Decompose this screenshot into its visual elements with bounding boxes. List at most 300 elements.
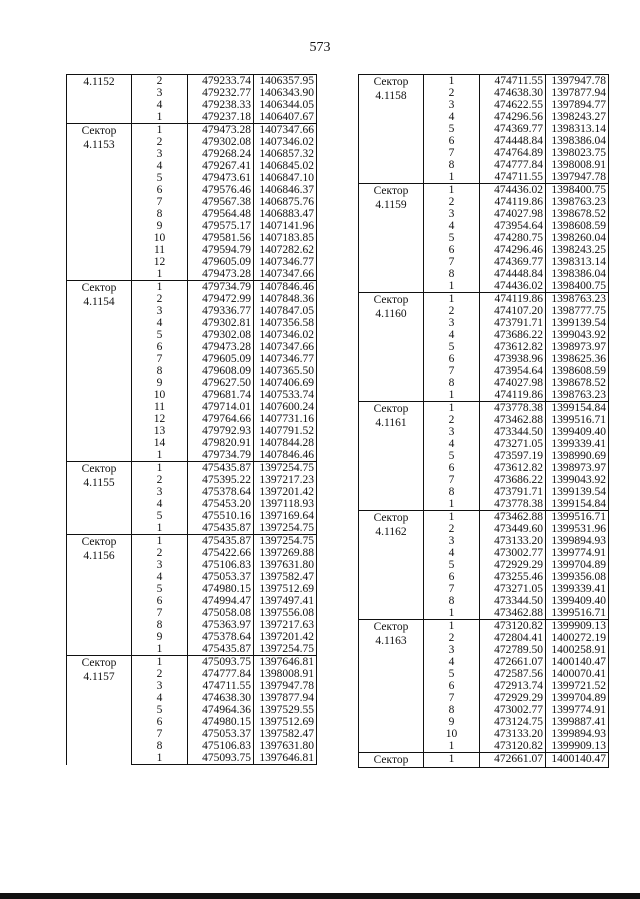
- point-number: 7: [132, 196, 188, 208]
- point-number: 1: [132, 462, 188, 475]
- x-coordinate: 473954.64: [480, 220, 546, 232]
- sector-label: Сектор: [81, 657, 117, 669]
- point-number: 1: [424, 607, 480, 620]
- y-coordinate: 1407791.52: [254, 425, 317, 437]
- point-number: 2: [132, 136, 188, 148]
- sector-number: 4.1158: [375, 90, 407, 102]
- x-coordinate: 479594.79: [188, 244, 254, 256]
- y-coordinate: 1399894.93: [546, 535, 609, 547]
- y-coordinate: 1400070.41: [546, 668, 609, 680]
- point-number: 3: [424, 644, 480, 656]
- y-coordinate: 1407533.74: [254, 389, 317, 401]
- y-coordinate: 1398023.75: [546, 147, 609, 159]
- sector-label: Сектор: [373, 621, 409, 633]
- y-coordinate: 1399339.41: [546, 438, 609, 450]
- x-coordinate: 479473.28: [188, 268, 254, 281]
- y-coordinate: 1407183.85: [254, 232, 317, 244]
- point-number: 1: [424, 753, 480, 768]
- point-number: 4: [424, 220, 480, 232]
- point-number: 5: [424, 123, 480, 135]
- point-number: 7: [132, 728, 188, 740]
- x-coordinate: 474027.98: [480, 208, 546, 220]
- point-number: 6: [424, 462, 480, 474]
- x-coordinate: 475453.20: [188, 498, 254, 510]
- point-number: 1: [132, 522, 188, 535]
- sector-name-cell: [67, 462, 132, 535]
- x-coordinate: 479233.74: [188, 75, 254, 88]
- point-number: 8: [424, 595, 480, 607]
- sector-number: 4.1160: [375, 308, 407, 320]
- x-coordinate: 475395.22: [188, 474, 254, 486]
- point-number: 7: [424, 692, 480, 704]
- y-coordinate: 1397556.08: [254, 607, 317, 619]
- x-coordinate: 473133.20: [480, 728, 546, 740]
- y-coordinate: 1399531.96: [546, 523, 609, 535]
- x-coordinate: 475093.75: [188, 752, 254, 765]
- x-coordinate: 473791.71: [480, 486, 546, 498]
- x-coordinate: 479237.18: [188, 111, 254, 124]
- scan-edge-bar: [0, 893, 640, 899]
- point-number: 8: [132, 740, 188, 752]
- sector-label: Сектор: [81, 536, 117, 548]
- point-number: 7: [424, 583, 480, 595]
- y-coordinate: 1397497.41: [254, 595, 317, 607]
- point-number: 1: [132, 752, 188, 765]
- point-number: 7: [424, 147, 480, 159]
- x-coordinate: 479473.28: [188, 341, 254, 353]
- x-coordinate: 473449.60: [480, 523, 546, 535]
- y-coordinate: 1406847.10: [254, 172, 317, 184]
- y-coordinate: 1399356.08: [546, 571, 609, 583]
- y-coordinate: 1407846.46: [254, 449, 317, 462]
- x-coordinate: 479605.09: [188, 256, 254, 268]
- y-coordinate: 1407406.69: [254, 377, 317, 389]
- y-coordinate: 1399721.52: [546, 680, 609, 692]
- x-coordinate: 475106.83: [188, 740, 254, 752]
- x-coordinate: 473462.88: [480, 607, 546, 620]
- y-coordinate: 1407282.62: [254, 244, 317, 256]
- point-number: 4: [424, 329, 480, 341]
- x-coordinate: 479567.38: [188, 196, 254, 208]
- point-number: 4: [424, 547, 480, 559]
- x-coordinate: 473778.38: [480, 498, 546, 511]
- x-coordinate: 474994.47: [188, 595, 254, 607]
- x-coordinate: 475363.97: [188, 619, 254, 631]
- y-coordinate: 1399516.71: [546, 607, 609, 620]
- table-row: [67, 656, 317, 669]
- x-coordinate: 473002.77: [480, 547, 546, 559]
- y-coordinate: 1399139.54: [546, 317, 609, 329]
- x-coordinate: 479820.91: [188, 437, 254, 449]
- point-number: 13: [132, 425, 188, 437]
- x-coordinate: 472789.50: [480, 644, 546, 656]
- sector-label: Сектор: [373, 754, 409, 766]
- point-number: 7: [424, 256, 480, 268]
- point-number: 4: [424, 438, 480, 450]
- y-coordinate: 1407356.58: [254, 317, 317, 329]
- y-coordinate: 1399887.41: [546, 716, 609, 728]
- x-coordinate: 479764.66: [188, 413, 254, 425]
- x-coordinate: 474369.77: [480, 256, 546, 268]
- x-coordinate: 474448.84: [480, 268, 546, 280]
- x-coordinate: 479336.77: [188, 305, 254, 317]
- sector-label: Сектор: [373, 76, 409, 88]
- page-number: 573: [309, 40, 331, 55]
- x-coordinate: 475053.37: [188, 728, 254, 740]
- point-number: 8: [132, 619, 188, 631]
- y-coordinate: 1407365.50: [254, 365, 317, 377]
- x-coordinate: 479734.79: [188, 449, 254, 462]
- point-number: 2: [424, 305, 480, 317]
- point-number: 9: [132, 377, 188, 389]
- point-number: 4: [132, 692, 188, 704]
- point-number: 1: [424, 184, 480, 197]
- x-coordinate: 474119.86: [480, 196, 546, 208]
- y-coordinate: 1398386.04: [546, 135, 609, 147]
- point-number: 2: [132, 547, 188, 559]
- point-number: 5: [132, 510, 188, 522]
- point-number: 5: [132, 329, 188, 341]
- y-coordinate: 1399043.92: [546, 474, 609, 486]
- x-coordinate: 472929.29: [480, 559, 546, 571]
- sector-name-cell: [359, 402, 424, 511]
- table-row: [359, 184, 609, 197]
- x-coordinate: 473255.46: [480, 571, 546, 583]
- point-number: 4: [132, 571, 188, 583]
- point-number: 2: [424, 196, 480, 208]
- sector-number: 4.1161: [375, 417, 407, 429]
- point-number: 3: [424, 317, 480, 329]
- x-coordinate: 474711.55: [480, 75, 546, 88]
- point-number: 5: [132, 704, 188, 716]
- point-number: 6: [132, 341, 188, 353]
- x-coordinate: 475053.37: [188, 571, 254, 583]
- y-coordinate: 1398763.23: [546, 293, 609, 306]
- point-number: 10: [132, 389, 188, 401]
- point-number: 7: [424, 474, 480, 486]
- point-number: 1: [424, 389, 480, 402]
- x-coordinate: 474448.84: [480, 135, 546, 147]
- y-coordinate: 1399774.91: [546, 547, 609, 559]
- x-coordinate: 473612.82: [480, 462, 546, 474]
- y-coordinate: 1406407.67: [254, 111, 317, 124]
- y-coordinate: 1398313.14: [546, 123, 609, 135]
- y-coordinate: 1399409.40: [546, 426, 609, 438]
- x-coordinate: 479302.81: [188, 317, 254, 329]
- y-coordinate: 1397646.81: [254, 656, 317, 669]
- y-coordinate: 1397169.64: [254, 510, 317, 522]
- point-number: 3: [132, 680, 188, 692]
- x-coordinate: 473612.82: [480, 341, 546, 353]
- x-coordinate: 474638.30: [480, 87, 546, 99]
- x-coordinate: 475106.83: [188, 559, 254, 571]
- x-coordinate: 474980.15: [188, 716, 254, 728]
- y-coordinate: 1399894.93: [546, 728, 609, 740]
- y-coordinate: 1399909.13: [546, 620, 609, 633]
- sector-number: 4.1155: [83, 477, 115, 489]
- y-coordinate: 1407347.66: [254, 268, 317, 281]
- point-number: 4: [424, 656, 480, 668]
- point-number: 3: [424, 535, 480, 547]
- x-coordinate: 474777.84: [480, 159, 546, 171]
- sector-name-cell: [67, 535, 132, 656]
- x-coordinate: 479792.93: [188, 425, 254, 437]
- point-number: 10: [424, 728, 480, 740]
- x-coordinate: 479714.01: [188, 401, 254, 413]
- y-coordinate: 1398608.59: [546, 220, 609, 232]
- point-number: 8: [424, 486, 480, 498]
- y-coordinate: 1407346.77: [254, 353, 317, 365]
- table-row: [67, 281, 317, 294]
- sector-number: 4.1152: [83, 76, 115, 88]
- x-coordinate: 473120.82: [480, 620, 546, 633]
- point-number: 14: [132, 437, 188, 449]
- point-number: 8: [132, 208, 188, 220]
- x-coordinate: 472929.29: [480, 692, 546, 704]
- x-coordinate: 479605.09: [188, 353, 254, 365]
- x-coordinate: 474107.20: [480, 305, 546, 317]
- table-row: [67, 462, 317, 475]
- point-number: 5: [424, 341, 480, 353]
- x-coordinate: 479734.79: [188, 281, 254, 294]
- point-number: 5: [132, 172, 188, 184]
- point-number: 2: [424, 523, 480, 535]
- y-coordinate: 1398313.14: [546, 256, 609, 268]
- y-coordinate: 1397631.80: [254, 740, 317, 752]
- y-coordinate: 1397269.88: [254, 547, 317, 559]
- point-number: 8: [424, 268, 480, 280]
- point-number: 2: [424, 414, 480, 426]
- y-coordinate: 1398973.97: [546, 462, 609, 474]
- x-coordinate: 473344.50: [480, 595, 546, 607]
- y-coordinate: 1400258.91: [546, 644, 609, 656]
- x-coordinate: 473271.05: [480, 438, 546, 450]
- y-coordinate: 1400272.19: [546, 632, 609, 644]
- x-coordinate: 473133.20: [480, 535, 546, 547]
- x-coordinate: 473124.75: [480, 716, 546, 728]
- point-number: 4: [132, 99, 188, 111]
- y-coordinate: 1397631.80: [254, 559, 317, 571]
- point-number: 8: [424, 159, 480, 171]
- sector-name-cell: [67, 656, 132, 765]
- table-row: [359, 620, 609, 633]
- x-coordinate: 473954.64: [480, 365, 546, 377]
- x-coordinate: 479564.48: [188, 208, 254, 220]
- x-coordinate: 475422.66: [188, 547, 254, 559]
- y-coordinate: 1407600.24: [254, 401, 317, 413]
- y-coordinate: 1399043.92: [546, 329, 609, 341]
- table-row: [67, 124, 317, 137]
- point-number: 1: [424, 498, 480, 511]
- x-coordinate: 475435.87: [188, 643, 254, 656]
- x-coordinate: 474027.98: [480, 377, 546, 389]
- point-number: 1: [132, 643, 188, 656]
- point-number: 7: [424, 365, 480, 377]
- point-number: 5: [424, 232, 480, 244]
- sector-label: Сектор: [373, 294, 409, 306]
- x-coordinate: 479302.08: [188, 136, 254, 148]
- x-coordinate: 473778.38: [480, 402, 546, 415]
- point-number: 3: [424, 208, 480, 220]
- y-coordinate: 1398400.75: [546, 280, 609, 293]
- table-row: [359, 293, 609, 306]
- point-number: 6: [424, 571, 480, 583]
- x-coordinate: 474964.36: [188, 704, 254, 716]
- x-coordinate: 475510.16: [188, 510, 254, 522]
- sector-number: 4.1162: [375, 526, 407, 538]
- y-coordinate: 1397646.81: [254, 752, 317, 765]
- y-coordinate: 1397254.75: [254, 462, 317, 475]
- point-number: 1: [424, 171, 480, 184]
- point-number: 5: [424, 559, 480, 571]
- y-coordinate: 1398243.25: [546, 244, 609, 256]
- sector-name-cell: [67, 75, 132, 124]
- x-coordinate: 473791.71: [480, 317, 546, 329]
- y-coordinate: 1407846.46: [254, 281, 317, 294]
- point-number: 6: [132, 184, 188, 196]
- x-coordinate: 474436.02: [480, 280, 546, 293]
- table-row: [359, 402, 609, 415]
- x-coordinate: 479472.99: [188, 293, 254, 305]
- point-number: 2: [132, 293, 188, 305]
- point-number: 6: [424, 353, 480, 365]
- y-coordinate: 1399516.71: [546, 511, 609, 524]
- x-coordinate: 474764.89: [480, 147, 546, 159]
- y-coordinate: 1406846.37: [254, 184, 317, 196]
- y-coordinate: 1399704.89: [546, 692, 609, 704]
- y-coordinate: 1407844.28: [254, 437, 317, 449]
- y-coordinate: 1398777.75: [546, 305, 609, 317]
- point-number: 8: [132, 365, 188, 377]
- table-row: [359, 511, 609, 524]
- x-coordinate: 475435.87: [188, 462, 254, 475]
- x-coordinate: 473120.82: [480, 740, 546, 753]
- point-number: 8: [424, 377, 480, 389]
- x-coordinate: 474119.86: [480, 389, 546, 402]
- y-coordinate: 1400140.47: [546, 753, 609, 768]
- y-coordinate: 1397582.47: [254, 571, 317, 583]
- y-coordinate: 1399774.91: [546, 704, 609, 716]
- sector-label: Сектор: [373, 403, 409, 415]
- point-number: 1: [132, 268, 188, 281]
- point-number: 5: [132, 583, 188, 595]
- point-number: 1: [424, 620, 480, 633]
- table-row: [359, 753, 609, 768]
- x-coordinate: 473686.22: [480, 329, 546, 341]
- y-coordinate: 1398386.04: [546, 268, 609, 280]
- point-number: 9: [132, 631, 188, 643]
- y-coordinate: 1398008.91: [546, 159, 609, 171]
- y-coordinate: 1397254.75: [254, 522, 317, 535]
- point-number: 3: [424, 426, 480, 438]
- sector-number: 4.1153: [83, 139, 115, 151]
- x-coordinate: 475378.64: [188, 486, 254, 498]
- sector-name-cell: [359, 75, 424, 184]
- x-coordinate: 474436.02: [480, 184, 546, 197]
- point-number: 5: [424, 450, 480, 462]
- coordinates-table-right: [358, 74, 609, 768]
- y-coordinate: 1398608.59: [546, 365, 609, 377]
- point-number: 1: [424, 402, 480, 415]
- y-coordinate: 1406343.90: [254, 87, 317, 99]
- sector-name-cell: [359, 293, 424, 402]
- y-coordinate: 1406344.05: [254, 99, 317, 111]
- point-number: 1: [424, 293, 480, 306]
- y-coordinate: 1398260.04: [546, 232, 609, 244]
- x-coordinate: 479576.46: [188, 184, 254, 196]
- y-coordinate: 1406845.02: [254, 160, 317, 172]
- point-number: 4: [132, 498, 188, 510]
- point-number: 6: [132, 716, 188, 728]
- x-coordinate: 475093.75: [188, 656, 254, 669]
- point-number: 2: [132, 75, 188, 88]
- x-coordinate: 475435.87: [188, 535, 254, 548]
- y-coordinate: 1406857.32: [254, 148, 317, 160]
- point-number: 12: [132, 413, 188, 425]
- sector-label: Сектор: [81, 463, 117, 475]
- point-number: 2: [424, 632, 480, 644]
- y-coordinate: 1407346.02: [254, 136, 317, 148]
- y-coordinate: 1397529.55: [254, 704, 317, 716]
- sector-label: Сектор: [81, 282, 117, 294]
- y-coordinate: 1400140.47: [546, 656, 609, 668]
- y-coordinate: 1399409.40: [546, 595, 609, 607]
- point-number: 1: [132, 124, 188, 137]
- x-coordinate: 479473.61: [188, 172, 254, 184]
- y-coordinate: 1397947.78: [546, 75, 609, 88]
- point-number: 6: [132, 595, 188, 607]
- y-coordinate: 1399909.13: [546, 740, 609, 753]
- sector-number: 4.1159: [375, 199, 407, 211]
- coordinates-table-left: [66, 74, 317, 765]
- point-number: 3: [132, 305, 188, 317]
- point-number: 6: [424, 680, 480, 692]
- point-number: 10: [132, 232, 188, 244]
- y-coordinate: 1407141.96: [254, 220, 317, 232]
- x-coordinate: 473002.77: [480, 704, 546, 716]
- x-coordinate: 472587.56: [480, 668, 546, 680]
- point-number: 2: [424, 87, 480, 99]
- x-coordinate: 479232.77: [188, 87, 254, 99]
- y-coordinate: 1398400.75: [546, 184, 609, 197]
- x-coordinate: 479268.24: [188, 148, 254, 160]
- point-number: 1: [424, 740, 480, 753]
- sector-number: 4.1154: [83, 296, 115, 308]
- x-coordinate: 474296.46: [480, 244, 546, 256]
- y-coordinate: 1399516.71: [546, 414, 609, 426]
- x-coordinate: 479627.50: [188, 377, 254, 389]
- x-coordinate: 475435.87: [188, 522, 254, 535]
- y-coordinate: 1398008.91: [254, 668, 317, 680]
- point-number: 9: [424, 716, 480, 728]
- y-coordinate: 1398973.97: [546, 341, 609, 353]
- x-coordinate: 473597.19: [480, 450, 546, 462]
- x-coordinate: 474638.30: [188, 692, 254, 704]
- x-coordinate: 474280.75: [480, 232, 546, 244]
- sector-label: Сектор: [373, 512, 409, 524]
- x-coordinate: 473686.22: [480, 474, 546, 486]
- sector-label: Сектор: [81, 125, 117, 137]
- x-coordinate: 472661.07: [480, 753, 546, 768]
- point-number: 1: [424, 511, 480, 524]
- point-number: 2: [132, 668, 188, 680]
- x-coordinate: 474980.15: [188, 583, 254, 595]
- y-coordinate: 1397894.77: [546, 99, 609, 111]
- x-coordinate: 479581.56: [188, 232, 254, 244]
- y-coordinate: 1399154.84: [546, 498, 609, 511]
- point-number: 7: [132, 353, 188, 365]
- point-number: 3: [424, 99, 480, 111]
